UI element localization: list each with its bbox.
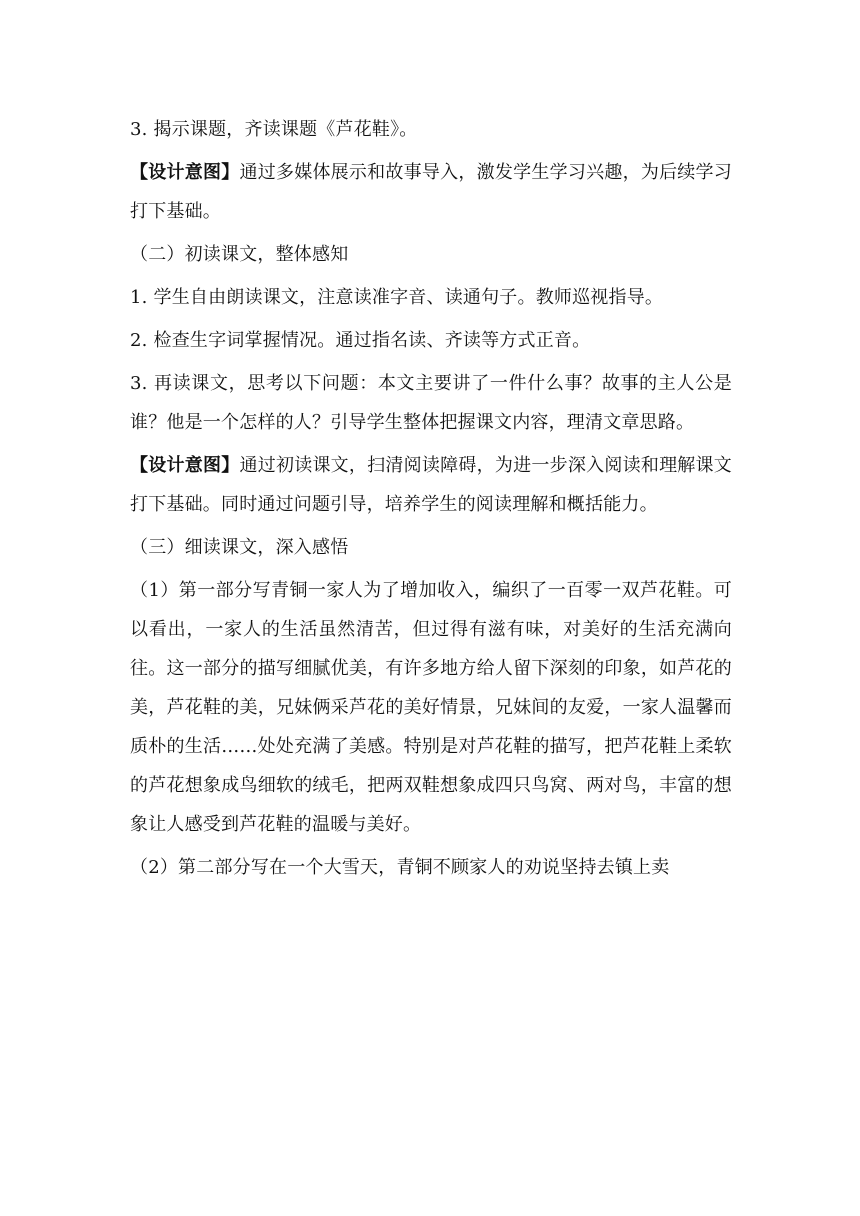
- paragraph-text: 3. 再读课文，思考以下问题：本文主要讲了一件什么事？故事的主人公是谁？他是一个怎样的人？引导学生整体把握课文内容，理清文章思路。: [130, 373, 732, 433]
- paragraph-step-1: [130, 278, 732, 317]
- design-intent-label: 【设计意图】: [130, 162, 240, 183]
- section-heading-text: （三）细读课文，深入感悟: [130, 537, 349, 558]
- paragraph-step-3-questions: [130, 364, 732, 442]
- paragraph-part-2: [130, 848, 732, 887]
- paragraph-step-3-title: [130, 110, 732, 149]
- section-heading-text: （二）初读课文，整体感知: [130, 244, 349, 265]
- paragraph-text: 通过多媒体展示和故事导入，激发学生学习兴趣，为后续学习打下基础。: [130, 162, 732, 222]
- section-heading-2: [130, 235, 732, 274]
- paragraph-part-1: [130, 571, 732, 844]
- paragraph-design-intent-2: [130, 446, 732, 524]
- paragraph-text: 1. 学生自由朗读课文，注意读准字音、读通句子。教师巡视指导。: [130, 287, 664, 308]
- document-page: [130, 110, 732, 887]
- paragraph-design-intent-1: [130, 153, 732, 231]
- paragraph-step-2: [130, 321, 732, 360]
- paragraph-text: （1）第一部分写青铜一家人为了增加收入，编织了一百零一双芦花鞋。可以看出，一家人的生活虽然清苦，但过得有滋有味，对美好的生活充满向往。这一部分的描写细腻优美，有许多地方给人留下深刻的印象，如芦花的美，芦花鞋的美，兄妹俩采芦花的美好情景，兄妹间的友爱，一家人温馨而质朴的生活……处处充满了美感。特别是对芦花鞋的描写，把芦花鞋上柔软的芦花想象成鸟细软的绒毛，把两双鞋想象成四只鸟窝、两对鸟，丰富的想象让人感受到芦花鞋的温暖与美好。: [130, 580, 732, 835]
- paragraph-text: 通过初读课文，扫清阅读障碍，为进一步深入阅读和理解课文打下基础。同时通过问题引导，培养学生的阅读理解和概括能力。: [130, 455, 732, 515]
- section-heading-3: [130, 528, 732, 567]
- design-intent-label: 【设计意图】: [130, 455, 240, 476]
- paragraph-text: 3. 揭示课题，齐读课题《芦花鞋》。: [130, 119, 418, 140]
- paragraph-text: （2）第二部分写在一个大雪天，青铜不顾家人的劝说坚持去镇上卖: [130, 857, 670, 878]
- paragraph-text: 2. 检查生字词掌握情况。通过指名读、齐读等方式正音。: [130, 330, 591, 351]
